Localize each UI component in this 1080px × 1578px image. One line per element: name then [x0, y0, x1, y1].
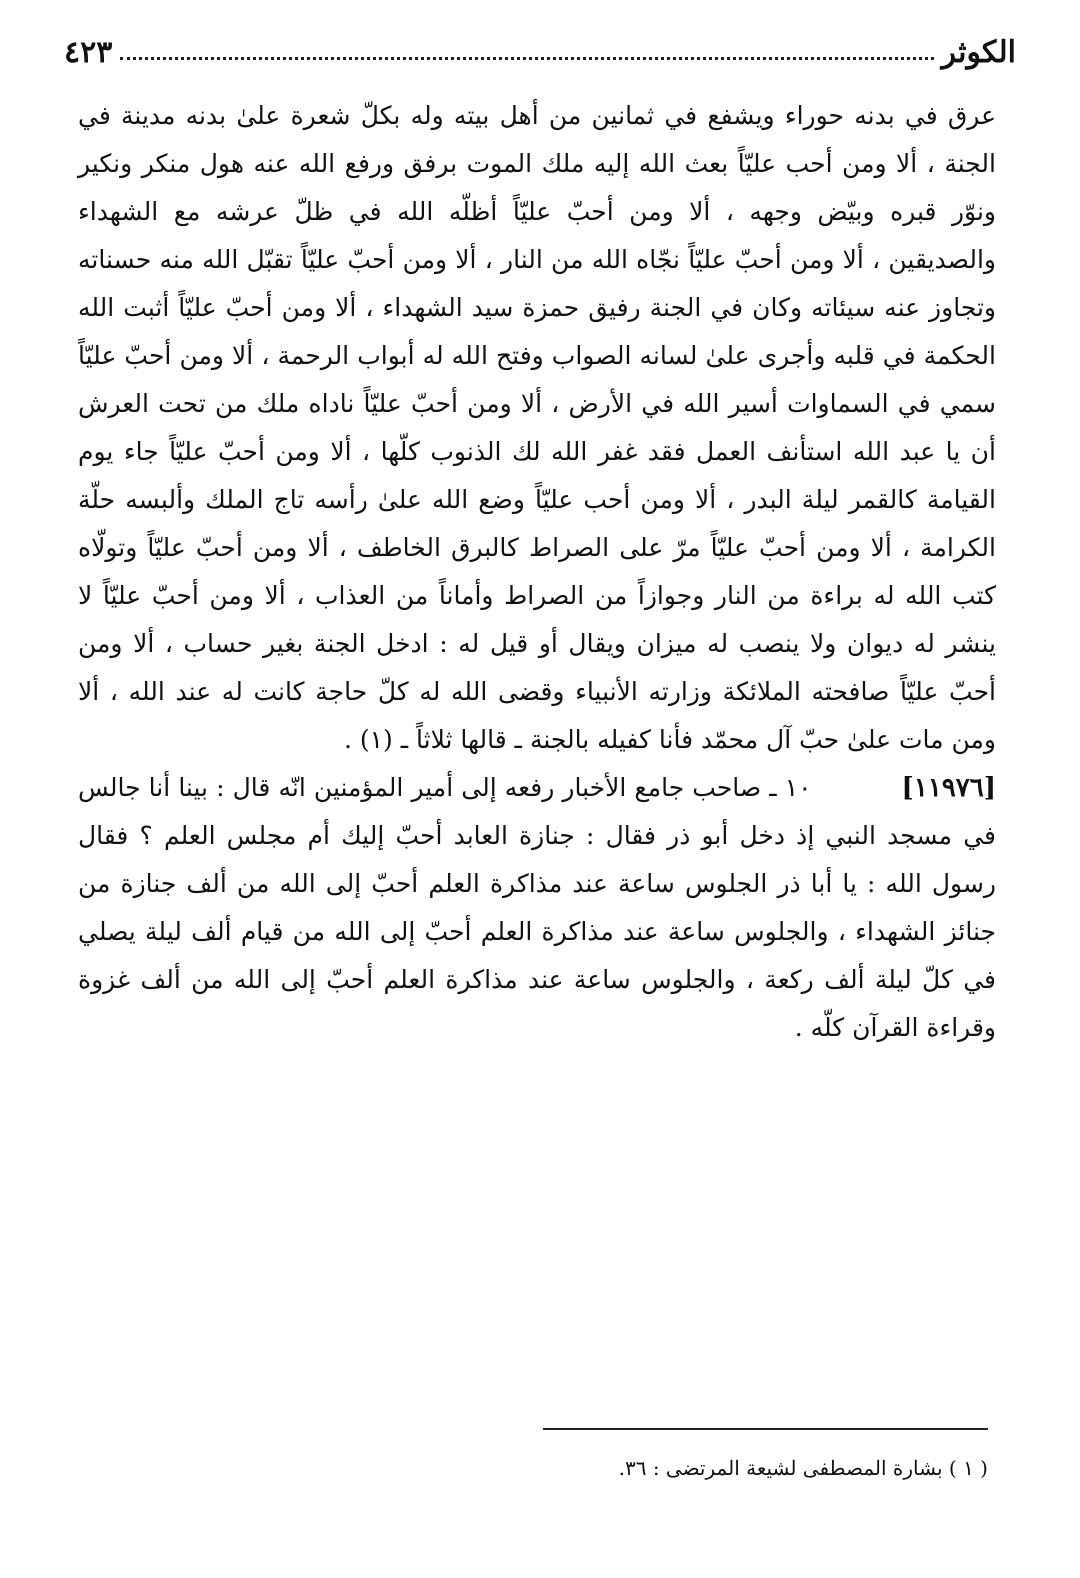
- page-number: ٤٢٣: [64, 35, 113, 70]
- footnote: ( ١ ) بشارة المصطفى لشيعة المرتضى : ٣٦.: [618, 1456, 988, 1480]
- entry-number: [١١٩٧٦]: [901, 773, 996, 803]
- paragraph-hadith-continuation: عرق في بدنه حوراء ويشفع في ثمانين من أهل بيته وله بكلّ شعرة علىٰ بدنه مدينة في الجنة ، ألا ومن أحب عليّاً بعث الله إليه ملك الموت برفق ورفع الله عنه هول منكر ونكير ونوّر قبره وبيّض وجهه ، ألا ومن أحبّ عليّاً أظلّه الله في ظلّ عرشه مع الشهداء والصديقين ، ألا ومن أحبّ عليّاً نجّاه الله من النار ، ألا ومن أحبّ عليّاً تقبّل الله منه حسناته وتجاوز عنه سيئاته وكان في الجنة رفيق حمزة سيد الشهداء ، ألا ومن أحبّ عليّاً أثبت الله الحكمة في قلبه وأجرى علىٰ لسانه الصواب وفتح الله له أبواب الرحمة ، ألا ومن أحبّ عليّاً سمي في السماوات أسير الله في الأرض ، ألا ومن أحبّ عليّاً ناداه ملك من تحت العرش أن يا عبد الله استأنف العمل فقد غفر الله لك الذنوب كلّها ، ألا ومن أحبّ عليّاً جاء يوم القيامة كالقمر ليلة البدر ، ألا ومن أحب عليّاً وضع الله علىٰ رأسه تاج الملك وألبسه حلّة الكرامة ، ألا ومن أحبّ عليّاً مرّ على الصراط كالبرق الخاطف ، ألا ومن أحبّ عليّاً وتولّاه كتب الله له براءة من النار وجوازاً من الصراط وأماناً من العذاب ، ألا ومن أحبّ عليّاً لا ينشر له ديوان ولا ينصب له ميزان ويقال أو قيل له : ادخل الجنة بغير حساب ، ألا ومن أحبّ عليّاً صافحته الملائكة وزارته الأنبياء وقضى الله له كلّ حاجة كانت له عند الله ، ألا ومن مات علىٰ حبّ آل محمّد فأنا كفيله بالجنة ـ قالها ثلاثاً ـ (١) .: [78, 101, 996, 754]
- main-text: [78, 92, 996, 1052]
- header-title: الكوثر: [941, 35, 1016, 70]
- running-header: [64, 20, 1016, 70]
- paragraph-entry: [78, 764, 996, 1052]
- header-dot-leader: [120, 56, 933, 60]
- entry-text: ١٠ ـ صاحب جامع الأخبار رفعه إلى أمير المؤمنين انّه قال : بينا أنا جالس في مسجد النبي إذ دخل أبو ذر فقال : جنازة العابد أحبّ إليك أم مجلس العلم ؟ فقال رسول الله : يا أبا ذر الجلوس ساعة عند مذاكرة العلم أحبّ إلى الله من ألف جنازة من جنائز الشهداء ، والجلوس ساعة عند مذاكرة العلم أحبّ إلى الله من قيام ألف ليلة يصلي في كلّ ليلة ألف ركعة ، والجلوس ساعة عند مذاكرة العلم أحبّ إلى الله من ألف غزوة وقراءة القرآن كلّه .: [78, 773, 996, 1042]
- footnote-divider: [543, 1428, 988, 1430]
